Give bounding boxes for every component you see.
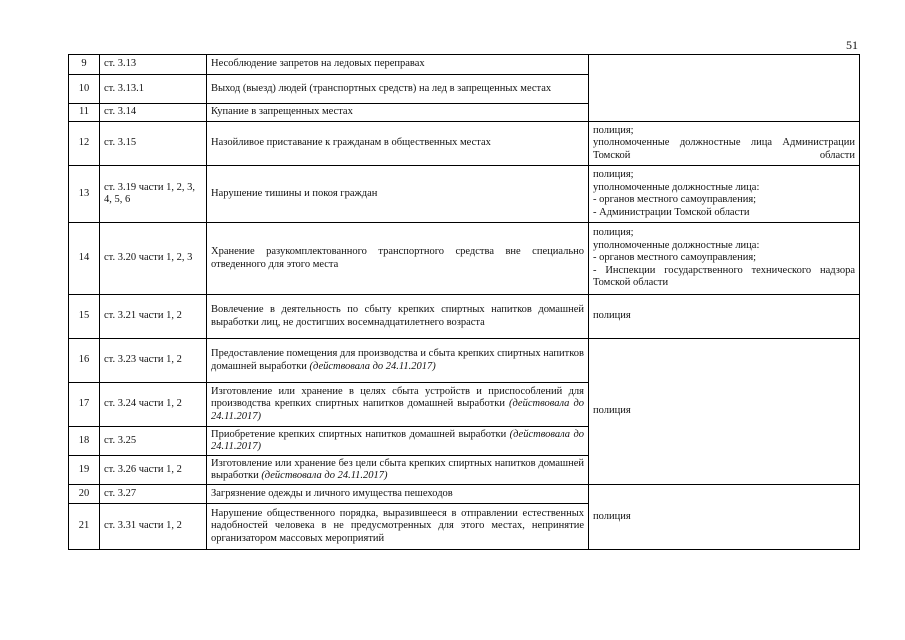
offense-cell: Назойливое приставание к гражданам в общественных местах: [207, 122, 589, 166]
table-row: [69, 223, 860, 295]
authority-cell: [589, 223, 860, 295]
offense-cell: [207, 383, 589, 427]
authority-line: уполномоченные должностные лица:: [593, 181, 760, 193]
row-number: 17: [69, 383, 100, 427]
offense-cell: [207, 339, 589, 383]
validity-note: (действовала до 24.11.2017): [211, 428, 585, 452]
row-number: 16: [69, 339, 100, 383]
authority-cell: [589, 166, 860, 223]
row-number: 14: [69, 223, 100, 295]
article-cell: ст. 3.14: [100, 104, 207, 122]
offense-text: Изготовление или хранение в целях сбыта устройств и приспособлений для производства крепких спиртных напитков домашней выработки: [211, 385, 584, 410]
row-number: 13: [69, 166, 100, 223]
authority-line: уполномоченные должностные лица:: [593, 239, 760, 251]
validity-note: (действовала до 24.11.2017): [309, 360, 436, 372]
offense-text: Приобретение крепких спиртных напитков домашней выработки: [211, 428, 507, 440]
offense-cell: Выход (выезд) людей (транспортных средств) на лед в запрещенных местах: [207, 75, 589, 104]
table-row: [69, 485, 860, 504]
row-number: 18: [69, 427, 100, 456]
row-number: 19: [69, 456, 100, 485]
row-number: 15: [69, 295, 100, 339]
article-cell: ст. 3.13.1: [100, 75, 207, 104]
offense-cell: [207, 456, 589, 485]
table-row: [69, 339, 860, 383]
offense-cell: Нарушение тишины и покоя граждан: [207, 166, 589, 223]
offense-cell: Купание в запрещенных местах: [207, 104, 589, 122]
article-cell: ст. 3.13: [100, 55, 207, 75]
article-cell: ст. 3.21 части 1, 2: [100, 295, 207, 339]
row-number: 11: [69, 104, 100, 122]
article-cell: ст. 3.24 части 1, 2: [100, 383, 207, 427]
validity-note: (действовала до 24.11.2017): [261, 470, 388, 481]
row-number: 12: [69, 122, 100, 166]
authority-line: - органов местного самоуправления;: [593, 194, 757, 205]
article-cell: ст. 3.20 части 1, 2, 3: [100, 223, 207, 295]
article-cell: ст. 3.15: [100, 122, 207, 166]
article-cell: ст. 3.27: [100, 485, 207, 504]
authority-line: уполномоченные должностные лица Администрации Томской области: [593, 137, 855, 161]
offense-cell: [207, 427, 589, 456]
offense-cell: Хранение разукомплектованного транспортного средства вне специально отведенного для этого места: [207, 223, 589, 295]
authority-line: полиция;: [593, 124, 634, 136]
authority-line: полиция;: [593, 227, 634, 239]
article-cell: ст. 3.23 части 1, 2: [100, 339, 207, 383]
table-row: [69, 295, 860, 339]
authority-line: - Администрации Томской области: [593, 206, 750, 218]
authority-cell: полиция: [589, 339, 860, 485]
offense-text: Изготовление или хранение без цели сбыта крепких спиртных напитков домашней выработки: [211, 457, 584, 481]
authority-line: - Инспекции государственного технического надзора Томской области: [593, 264, 855, 289]
authority-cell: [589, 122, 860, 166]
table-row: [69, 55, 860, 75]
row-number: 21: [69, 504, 100, 550]
article-cell: ст. 3.25: [100, 427, 207, 456]
row-number: 9: [69, 55, 100, 75]
offense-text: Предоставление помещения для производства и сбыта крепких спиртных напитков домашней выработки: [211, 348, 584, 372]
offense-cell: Несоблюдение запретов на ледовых переправах: [207, 55, 589, 75]
table-row: [69, 166, 860, 223]
article-cell: ст. 3.31 части 1, 2: [100, 504, 207, 550]
authority-cell: полиция: [589, 485, 860, 550]
offense-cell: Нарушение общественного порядка, выразившееся в отправлении естественных надобностей человека в не предусмотренных для этого местах, непринятие организатором массовых мероприятий: [207, 504, 589, 550]
row-number: 20: [69, 485, 100, 504]
offenses-table: [68, 54, 860, 550]
article-cell: ст. 3.19 части 1, 2, 3, 4, 5, 6: [100, 166, 207, 223]
row-number: 10: [69, 75, 100, 104]
table-row: [69, 122, 860, 166]
offense-cell: Вовлечение в деятельность по сбыту крепких спиртных напитков домашней выработки лиц, не достигших восемнадцатилетнего возраста: [207, 295, 589, 339]
authority-cell: полиция: [589, 295, 860, 339]
authority-line: - органов местного самоуправления;: [593, 252, 757, 264]
authority-cell: [589, 55, 860, 122]
offense-cell: Загрязнение одежды и личного имущества пешеходов: [207, 485, 589, 504]
validity-note: (действовала до 24.11.2017): [211, 398, 585, 422]
authority-line: полиция;: [593, 169, 634, 180]
article-cell: ст. 3.26 части 1, 2: [100, 456, 207, 485]
page-number: 51: [846, 38, 858, 52]
